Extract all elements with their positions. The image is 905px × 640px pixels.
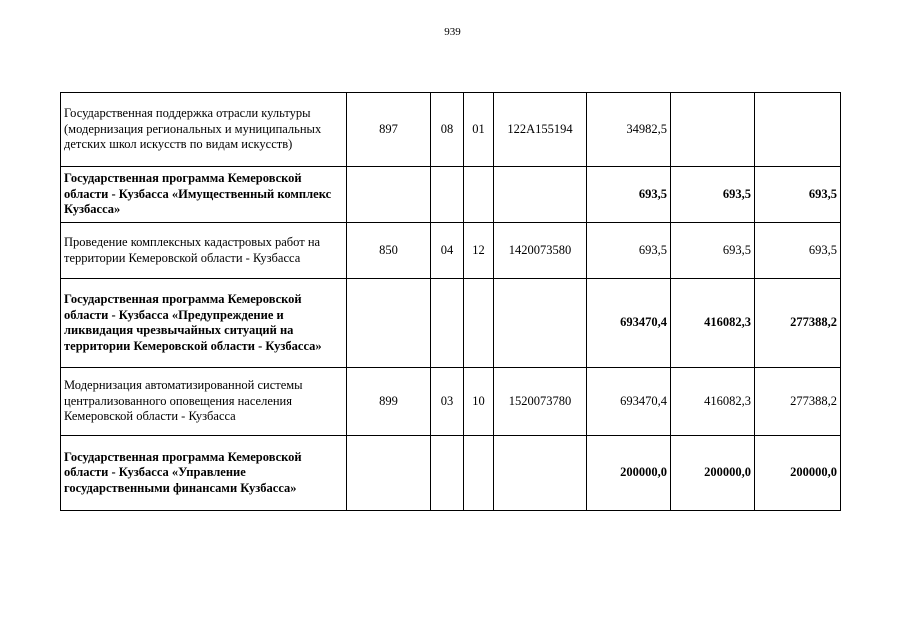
target-article-code: 1520073780 xyxy=(494,368,587,436)
table-row xyxy=(61,223,841,279)
row-name: Государственная программа Кемеровской области - Кузбасса «Предупреждение и ликвидация чрезвычайных ситуаций на территории Кемеровской области - Кузбасса» xyxy=(61,279,347,368)
target-article-code: 122A155194 xyxy=(494,93,587,167)
section-code xyxy=(431,436,464,511)
sum-year-3: 277388,2 xyxy=(755,368,841,436)
sum-year-2: 693,5 xyxy=(671,223,755,279)
sum-year-3: 693,5 xyxy=(755,223,841,279)
subsection-code xyxy=(464,167,494,223)
table-row xyxy=(61,167,841,223)
table-row xyxy=(61,279,841,368)
subsection-code: 12 xyxy=(464,223,494,279)
sum-year-1: 693470,4 xyxy=(587,368,671,436)
row-name: Государственная программа Кемеровской области - Кузбасса «Управление государственными финансами Кузбасса» xyxy=(61,436,347,511)
sum-year-2 xyxy=(671,93,755,167)
page-number: 939 xyxy=(444,26,461,38)
sum-year-2: 693,5 xyxy=(671,167,755,223)
sum-year-2: 200000,0 xyxy=(671,436,755,511)
table-row xyxy=(61,436,841,511)
sum-year-1: 200000,0 xyxy=(587,436,671,511)
sum-year-2: 416082,3 xyxy=(671,368,755,436)
row-name: Государственная программа Кемеровской области - Кузбасса «Имущественный комплекс Кузбасса» xyxy=(61,167,347,223)
table-row xyxy=(61,93,841,167)
table-row xyxy=(61,368,841,436)
sum-year-1: 693470,4 xyxy=(587,279,671,368)
target-article-code xyxy=(494,436,587,511)
ministry-code xyxy=(347,167,431,223)
subsection-code: 10 xyxy=(464,368,494,436)
target-article-code xyxy=(494,167,587,223)
ministry-code xyxy=(347,279,431,368)
row-name: Государственная поддержка отрасли культуры (модернизация региональных и муниципальных детских школ искусств по видам искусств) xyxy=(61,93,347,167)
sum-year-3 xyxy=(755,93,841,167)
section-code: 03 xyxy=(431,368,464,436)
sum-year-3: 693,5 xyxy=(755,167,841,223)
section-code xyxy=(431,167,464,223)
section-code: 04 xyxy=(431,223,464,279)
sum-year-1: 693,5 xyxy=(587,223,671,279)
ministry-code: 850 xyxy=(347,223,431,279)
sum-year-1: 34982,5 xyxy=(587,93,671,167)
section-code: 08 xyxy=(431,93,464,167)
subsection-code xyxy=(464,436,494,511)
sum-year-1: 693,5 xyxy=(587,167,671,223)
sum-year-2: 416082,3 xyxy=(671,279,755,368)
row-name: Модернизация автоматизированной системы централизованного оповещения населения Кемеровской области - Кузбасса xyxy=(61,368,347,436)
target-article-code xyxy=(494,279,587,368)
ministry-code xyxy=(347,436,431,511)
section-code xyxy=(431,279,464,368)
row-name: Проведение комплексных кадастровых работ на территории Кемеровской области - Кузбасса xyxy=(61,223,347,279)
budget-table xyxy=(60,92,841,511)
sum-year-3: 277388,2 xyxy=(755,279,841,368)
subsection-code: 01 xyxy=(464,93,494,167)
subsection-code xyxy=(464,279,494,368)
sum-year-3: 200000,0 xyxy=(755,436,841,511)
ministry-code: 899 xyxy=(347,368,431,436)
ministry-code: 897 xyxy=(347,93,431,167)
target-article-code: 1420073580 xyxy=(494,223,587,279)
